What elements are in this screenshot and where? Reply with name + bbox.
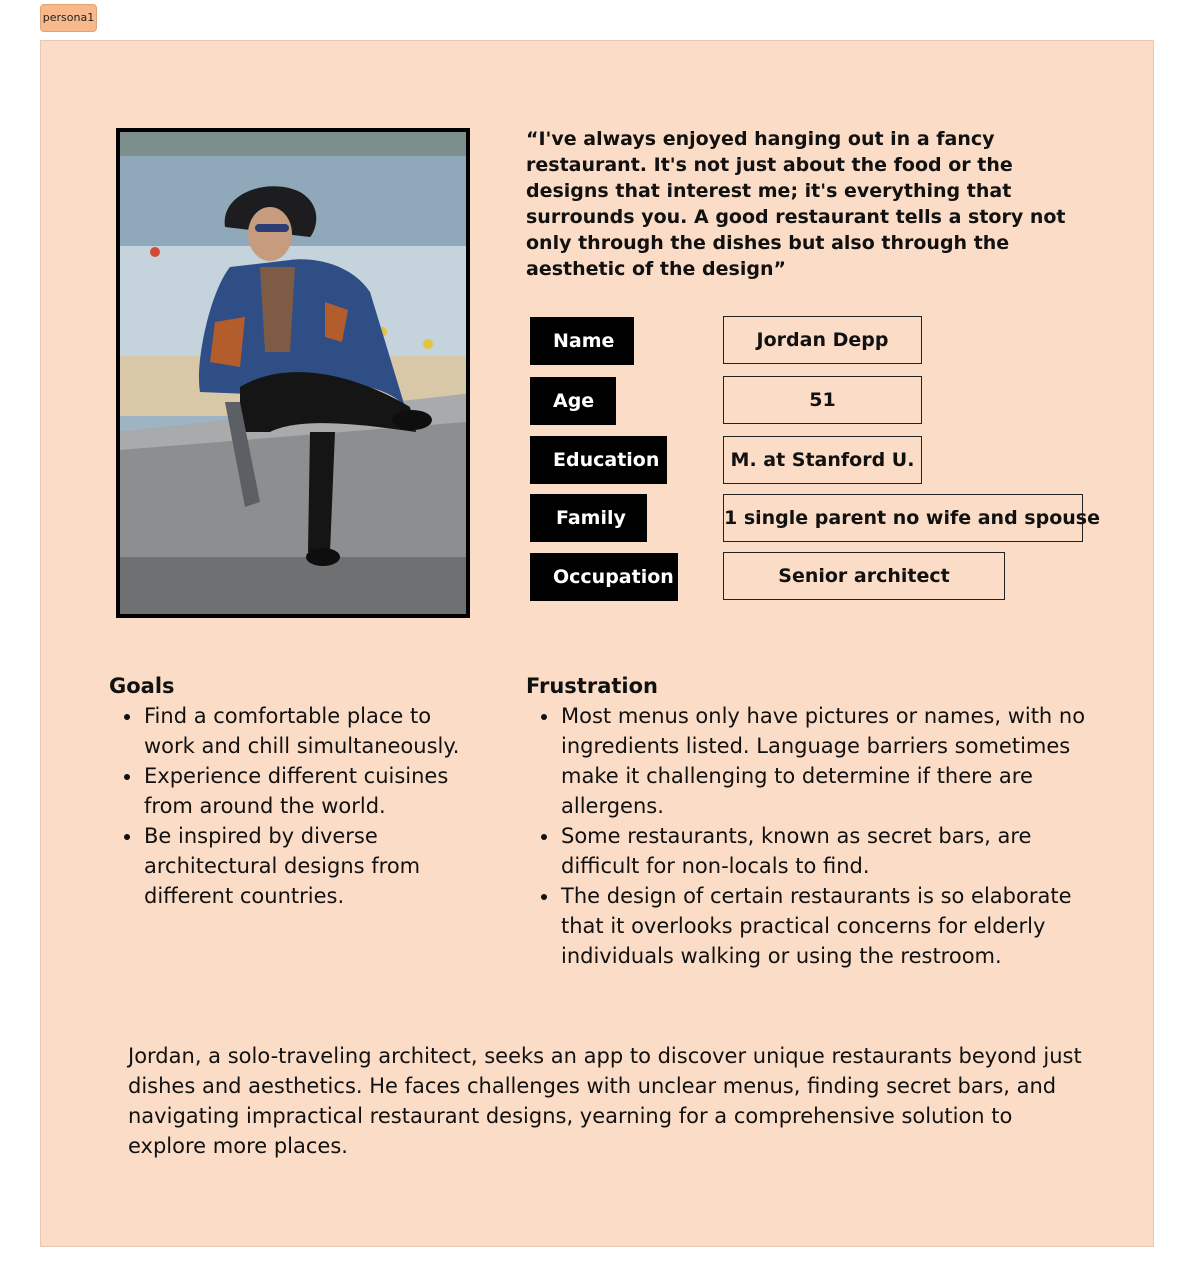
field-value-education: M. at Stanford U. (723, 436, 922, 484)
field-label-education: Education (530, 436, 667, 484)
persona-summary: Jordan, a solo-traveling architect, seeks an app to discover unique restaurants beyond just dishes and aesthetics. He faces challenges with unclear menus, finding secret bars, and navigating impractical restaurant designs, yearning for a comprehensive solution to explore more places. (128, 1044, 1082, 1158)
persona-quote: “I've always enjoyed hanging out in a fancy restaurant. It's not just about the food or the designs that interest me; it's everything that surrounds you. A good restaurant tells a story not only through the dishes but also through the aesthetic of the design” (526, 128, 1066, 280)
frustration-item: • Some restaurants, known as secret bars, are difficult for non-locals to find. (560, 821, 1096, 881)
field-label-name: Name (530, 317, 634, 365)
field-value-name: Jordan Depp (723, 316, 922, 364)
goal-item: • Be inspired by diverse architectural designs from different countries. (143, 821, 473, 911)
field-label-occupation: Occupation (530, 553, 678, 601)
persona-photo-image (120, 132, 466, 614)
goals-list (109, 701, 473, 911)
goals-title: Goals (109, 674, 175, 698)
frustration-list (526, 701, 1096, 971)
frustration-item: • Most menus only have pictures or names, with no ingredients listed. Language barriers sometimes make it challenging to determine if there are allergens. (560, 701, 1096, 821)
field-label-age: Age (530, 377, 616, 425)
frustration-title: Frustration (526, 674, 658, 698)
frustration-item: • The design of certain restaurants is so elaborate that it overlooks practical concerns for elderly individuals walking or using the restroom. (560, 881, 1096, 971)
field-value-age: 51 (723, 376, 922, 424)
field-value-occupation: Senior architect (723, 552, 1005, 600)
goal-item: • Experience different cuisines from around the world. (143, 761, 473, 821)
persona-photo (116, 128, 470, 618)
goal-item: • Find a comfortable place to work and chill simultaneously. (143, 701, 473, 761)
field-value-family: 1 single parent no wife and spouse (723, 494, 1083, 542)
frame-label[interactable]: persona1 (40, 4, 97, 32)
field-label-family: Family (530, 494, 647, 542)
persona-card (40, 40, 1154, 1247)
